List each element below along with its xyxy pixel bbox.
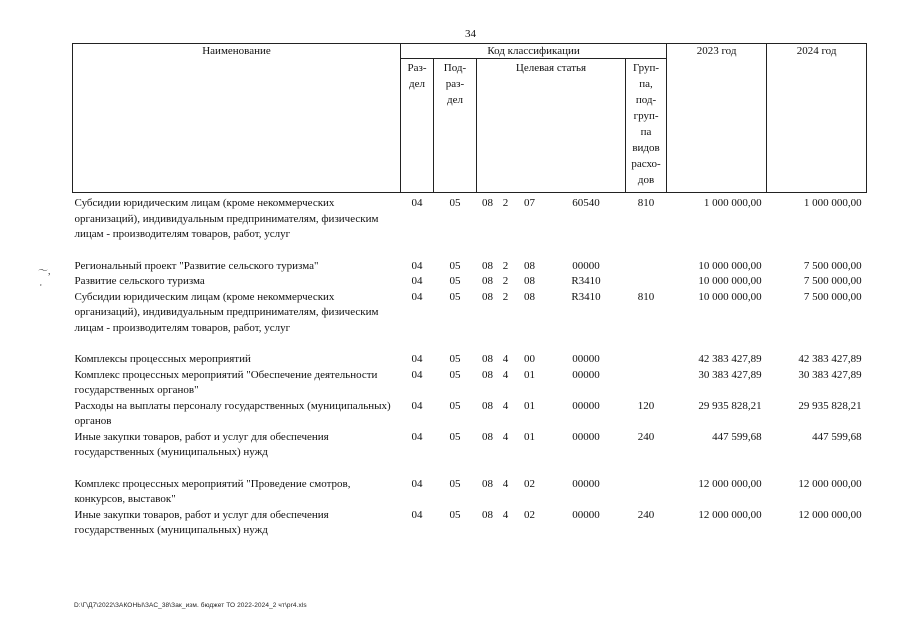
table-body (73, 193, 867, 539)
row-target-subprogram: 2 (502, 259, 509, 272)
row-target-subprogram: 2 (502, 290, 509, 303)
budget-table (72, 43, 867, 539)
row-expense-group: 240 (637, 430, 655, 443)
row-expense-group (626, 368, 667, 399)
header-target-article: Целевая статья (477, 59, 626, 193)
row-target-subprogram: 4 (502, 399, 509, 412)
handwritten-mark-icon: ᵋ (40, 282, 42, 290)
row-amount-2024: 29 935 828,21 (798, 399, 862, 412)
row-target-subprogram: 4 (502, 368, 509, 381)
table-row (73, 399, 867, 430)
row-section: 04 (411, 368, 423, 381)
row-amount-2023: 42 383 427,89 (698, 353, 762, 365)
header-year-2024: 2024 год (767, 44, 867, 193)
row-amount-2023: 1 000 000,00 (703, 197, 762, 209)
row-target-program: 08 (482, 477, 493, 490)
row-target-event: 08 (524, 259, 535, 272)
row-section: 04 (411, 430, 423, 443)
row-target-subprogram: 4 (502, 508, 509, 521)
row-subsection: 05 (449, 399, 461, 412)
row-spacer (73, 461, 867, 477)
row-target-subprogram: 2 (502, 197, 509, 209)
row-target-program: 08 (482, 259, 493, 272)
row-target-direction: 00000 (572, 399, 600, 412)
row-target-direction: R3410 (571, 290, 601, 303)
row-expense-group (626, 259, 667, 275)
row-target-event: 01 (524, 368, 535, 381)
row-amount-2024: 7 500 000,00 (803, 275, 862, 287)
header-subsection: Под- раз- дел (434, 59, 477, 193)
header-year-2023: 2023 год (667, 44, 767, 193)
row-target-event: 08 (524, 275, 535, 287)
row-target-program: 08 (482, 508, 493, 521)
table-header (73, 44, 867, 193)
row-section: 04 (411, 399, 423, 412)
row-amount-2023: 12 000 000,00 (698, 508, 762, 521)
table-row (73, 274, 867, 290)
row-name: Субсидии юридическим лицам (кроме некоммерческих организаций), индивидуальным предпринимателям, физическим лицам - производителям товаров, работ, услуг (74, 290, 379, 334)
row-amount-2024: 1 000 000,00 (803, 197, 862, 209)
row-name: Региональный проект "Развитие сельского туризма" (74, 259, 319, 272)
row-spacer (73, 336, 867, 352)
table-row (73, 193, 867, 243)
row-amount-2023: 447 599,68 (712, 430, 762, 443)
header-section: Раз- дел (401, 59, 434, 193)
row-target-program: 08 (482, 197, 493, 209)
row-target-direction: R3410 (571, 275, 601, 287)
row-target-program: 08 (482, 353, 493, 365)
row-amount-2023: 29 935 828,21 (698, 399, 762, 412)
row-target-subprogram: 2 (502, 275, 509, 287)
row-expense-group (626, 352, 667, 368)
row-target-event: 01 (524, 430, 535, 443)
row-amount-2024: 30 383 427,89 (798, 368, 862, 381)
row-target-direction: 00000 (572, 430, 600, 443)
row-subsection: 05 (449, 477, 461, 490)
row-amount-2023: 12 000 000,00 (698, 477, 762, 490)
row-subsection: 05 (449, 508, 461, 521)
row-section: 04 (411, 353, 423, 365)
row-target-program: 08 (482, 368, 493, 381)
row-subsection: 05 (449, 368, 461, 381)
header-code-classification: Код классификации (401, 44, 667, 59)
handwritten-mark-icon: 〜, (38, 266, 51, 277)
row-target-program: 08 (482, 275, 493, 287)
row-target-subprogram: 4 (502, 430, 509, 443)
row-section: 04 (411, 259, 423, 272)
row-target-direction: 00000 (572, 259, 600, 272)
table-row (73, 477, 867, 508)
row-name: Развитие сельского туризма (74, 275, 205, 287)
row-target-event: 08 (524, 290, 535, 303)
row-target-program: 08 (482, 430, 493, 443)
row-amount-2024: 7 500 000,00 (803, 259, 862, 272)
row-name: Комплексы процессных мероприятий (74, 353, 251, 365)
row-amount-2023: 10 000 000,00 (698, 275, 762, 287)
row-subsection: 05 (449, 290, 461, 303)
row-section: 04 (411, 508, 423, 521)
row-expense-group: 120 (637, 399, 655, 412)
table-row (73, 352, 867, 368)
table-row (73, 508, 867, 539)
row-subsection: 05 (449, 430, 461, 443)
page-number: 34 (465, 28, 476, 40)
row-amount-2024: 12 000 000,00 (798, 508, 862, 521)
header-name: Наименование (73, 44, 401, 193)
row-name: Комплекс процессных мероприятий "Обеспечение деятельности государственных органов" (74, 368, 378, 396)
row-subsection: 05 (449, 353, 461, 365)
row-expense-group: 240 (637, 508, 655, 521)
table-row (73, 290, 867, 337)
row-target-program: 08 (482, 290, 493, 303)
row-target-direction: 60540 (572, 197, 600, 209)
table-row (73, 430, 867, 461)
row-amount-2023: 10 000 000,00 (698, 290, 762, 303)
row-subsection: 05 (449, 197, 461, 209)
row-target-direction: 00000 (572, 477, 600, 490)
row-target-event: 02 (524, 508, 535, 521)
row-name: Расходы на выплаты персоналу государственных (муниципальных) органов (74, 399, 391, 427)
row-target-direction: 00000 (572, 368, 600, 381)
row-section: 04 (411, 197, 423, 209)
row-target-subprogram: 4 (502, 353, 509, 365)
row-target-subprogram: 4 (502, 477, 509, 490)
row-subsection: 05 (449, 275, 461, 287)
row-target-program: 08 (482, 399, 493, 412)
row-amount-2024: 447 599,68 (812, 430, 862, 443)
row-name: Комплекс процессных мероприятий "Проведение смотров, конкурсов, выставок" (74, 477, 351, 505)
row-expense-group: 810 (637, 197, 655, 209)
row-amount-2024: 12 000 000,00 (798, 477, 862, 490)
row-amount-2024: 7 500 000,00 (803, 290, 862, 303)
row-target-direction: 00000 (572, 508, 600, 521)
row-section: 04 (411, 477, 423, 490)
row-target-event: 02 (524, 477, 535, 490)
row-target-direction: 00000 (572, 353, 600, 365)
row-amount-2024: 42 383 427,89 (798, 353, 862, 365)
header-expense-group: Груп- па, под- груп- па видов расхо- дов (626, 59, 667, 193)
row-name: Субсидии юридическим лицам (кроме некоммерческих организаций), индивидуальным предпринимателям, физическим лицам - производителям товаров, работ, услуг (74, 197, 379, 240)
row-expense-group: 810 (637, 290, 655, 303)
row-section: 04 (411, 290, 423, 303)
row-section: 04 (411, 275, 423, 287)
table-row (73, 259, 867, 275)
row-subsection: 05 (449, 259, 461, 272)
row-target-event: 00 (524, 353, 535, 365)
row-amount-2023: 10 000 000,00 (698, 259, 762, 272)
row-spacer (73, 243, 867, 259)
footer-file-path: D:\Г\Д7\2022\ЗАКОНЫ\ЗАС_38\Зак_изм. бюджет ТО 2022-2024_2 чт\pr4.xls (74, 602, 307, 609)
row-expense-group (626, 274, 667, 290)
row-amount-2023: 30 383 427,89 (698, 368, 762, 381)
row-target-event: 07 (524, 197, 535, 209)
row-target-event: 01 (524, 399, 535, 412)
row-name: Иные закупки товаров, работ и услуг для обеспечения государственных (муниципальных) нужд (74, 430, 329, 458)
table-row (73, 368, 867, 399)
row-expense-group (626, 477, 667, 508)
row-name: Иные закупки товаров, работ и услуг для обеспечения государственных (муниципальных) нужд (74, 508, 329, 536)
